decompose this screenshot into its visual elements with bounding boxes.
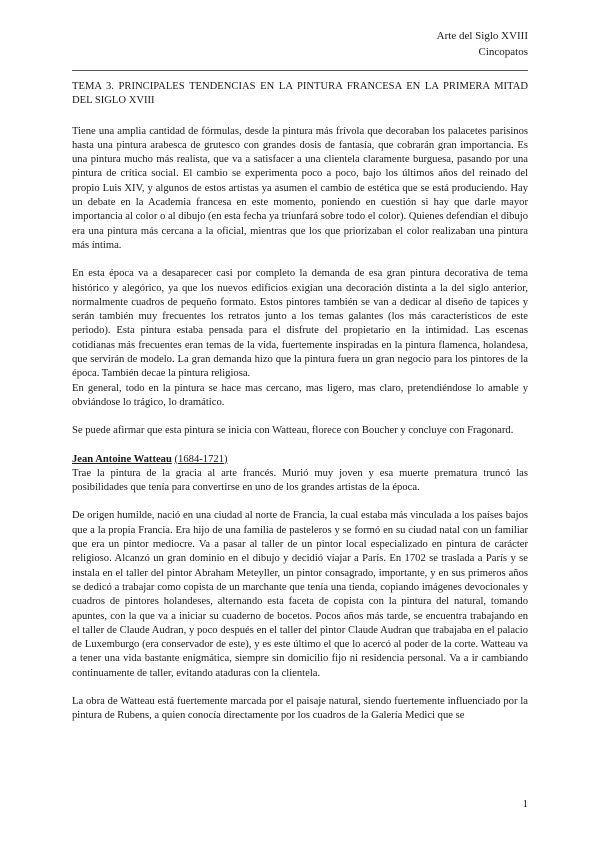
section-heading-watteau [72, 453, 528, 467]
paragraph-watteau-bio: De origen humilde, nació en una ciudad al norte de Francia, la cual estaba más vinculada a los países bajos que a la propia Francia. Era hijo de una familia de pasteleros y se formó en su ciudad natal con un familiar que era un pintor mediocre. Va a pasar al taller de un pintor local especializado en pintura de carácter religioso. Alcanzó un gran dominio en el dibujo y decidió viajar a París. En 1702 se traslada a París y se instala en el taller del pintor Abraham Meteyller, un pintor consagrado, importante, y en sus primeros años se dedicó a trabajar como copista de un marchante que tenía una tienda, copiando imágenes devocionales y cuadros de pintores holandeses, alternando esta faceta de copista con la pintura del natural, tomando apuntes, con la que va a iniciar su cuaderno de bocetos. Pocos años más tarde, se encuentra trabajando en el taller de Claude Audran, y poco después en el taller del pintor Claude Audran que trabajaba en el palacio de Luxemburgo (era conservador de este), y es este último el que lo acercó al poder de la corte. Watteau va a tener una vida bastante enigmática, siempre sin domicilio fijo ni residencia personal. Va a ir cambiando continuamente de taller, evitando ataduras con la clientela. [72, 510, 528, 679]
paragraph-summary: Se puede afirmar que esta pintura se inicia con Watteau, florece con Boucher y concluye con Fragonard. [72, 425, 514, 437]
paragraph-demand: En esta época va a desaparecer casi por completo la demanda de esa gran pintura decorativa de tema histórico y alegórico, ya que los nuevos edificios exigían una decoración distinta a la del siglo anterior, normalmente cuadros de pequeño formato. Estos pintores también se van a dedicar al diseño de tapices y serán también muy frecuentes los retratos junto a los temas galantes (los más característicos de este periodo). Esta pintura estaba pensada para el disfrute del propietario en la intimidad. Las escenas cotidianas más frecuentes eran temas de la vida, fuertemente inspiradas en la pintura flamenca, holandesa, que servirán de modelo. La gran demanda hizo que la pintura fuera un gran negocio para los pintores de la época. También decae la pintura religiosa. [72, 268, 528, 380]
document-body [72, 80, 528, 738]
page-title: TEMA 3. PRINCIPALES TENDENCIAS EN LA PINTURA FRANCESA EN LA PRIMERA MITAD DEL SIGLO XVIII [72, 81, 528, 107]
artist-name: Jean Antoine Watteau [72, 453, 172, 465]
running-header [437, 28, 528, 60]
paragraph-watteau-work: La obra de Watteau está fuertemente marcada por el paisaje natural, siendo fuertemente influenciado por la pintura de Rubens, a quien conocía directamente por los cuadros de la Galería Medici que se [72, 695, 528, 722]
header-course-title: Arte del Siglo XVIII [436, 30, 528, 42]
header-author: Cincopatos [478, 46, 528, 58]
paragraph-watteau-intro: Trae la pintura de la gracia al arte francés. Murió muy joven y esa muerte prematura truncó las posibilidades que tenía para convertirse en uno de los grandes artistas de la época. [72, 467, 528, 494]
paragraph-general: En general, todo en la pintura se hace mas cercano, mas ligero, mas claro, pretendiéndose lo amable y obviándose lo trágico, lo dramático. [72, 382, 528, 408]
page-number: 1 [522, 798, 528, 810]
paragraph-intro: Tiene una amplia cantidad de fórmulas, desde la pintura más frívola que decoraban los palacetes parisinos hasta una pintura arabesca de grutesco con grandes dosis de fantasía, que cobrarán gran importancia. Es una pintura mucho más realista, que va a satisfacer a una clientela claramente burguesa, pasando por una pintura de crítica social. El cambio se experimenta poco a poco, bajo los últimos años del reinado del propio Luis XIV, y algunos de estos artistas ya asumen el cambio de estética que se está produciendo. Hay un debate en la Academia francesa en este momento, poniendo en cuestión si hay que darle mayor importancia al color o al dibujo (en esta fecha ya triunfará sobre todo el color). Quienes defendían el dibujo era una pintura más cercana a la oficial, mientras que los que priorizaban el color realizaban una pintura más íntima. [72, 125, 528, 251]
header-divider [72, 70, 528, 71]
artist-dates: (1684-1721) [174, 453, 228, 465]
